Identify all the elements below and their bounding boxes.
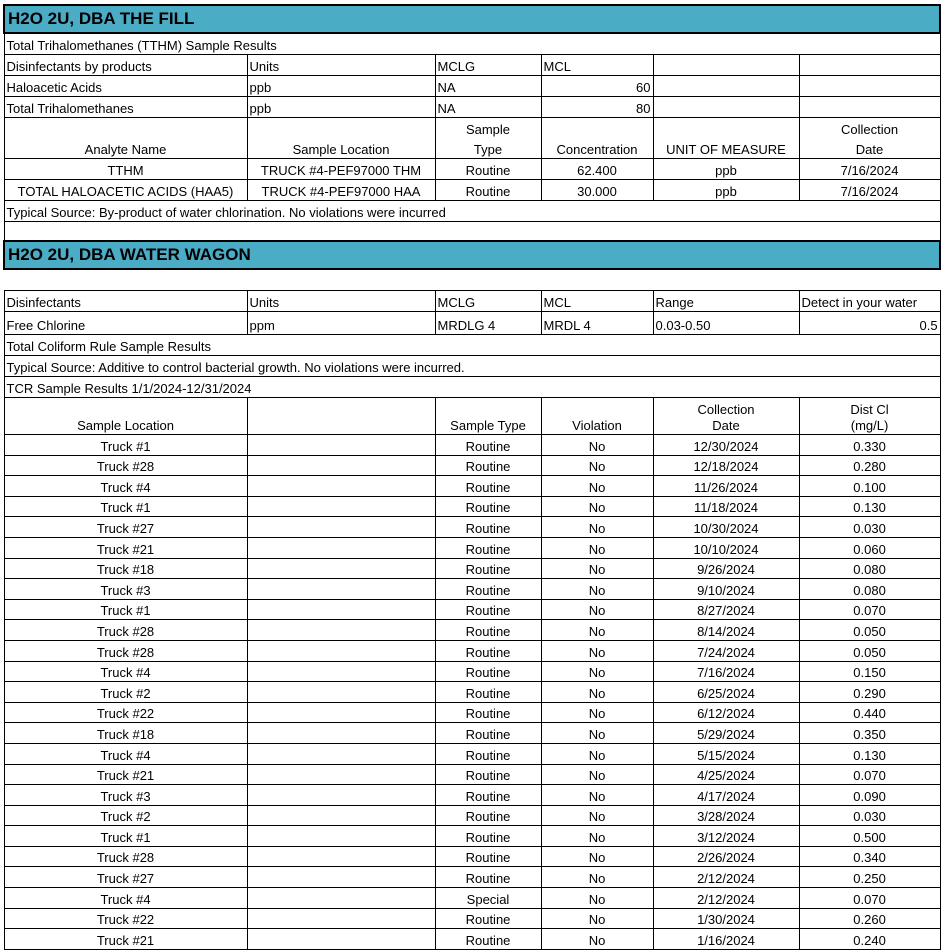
tcr-location-cell: Truck #4 bbox=[4, 888, 247, 909]
tcr-location-cell: Truck #1 bbox=[4, 599, 247, 620]
report-sheet bbox=[3, 4, 939, 950]
tcr-violation-cell: No bbox=[541, 826, 653, 847]
fill-subtitle: Total Trihalomethanes (TTHM) Sample Results bbox=[4, 33, 940, 55]
tcr-location-cell: Truck #27 bbox=[4, 517, 247, 538]
tcr-location-cell: Truck #22 bbox=[4, 702, 247, 723]
tcr-violation-cell: No bbox=[541, 517, 653, 538]
tcr-header-date: Collection Date bbox=[653, 398, 799, 435]
fill-source-note: Typical Source: By-product of water chlorination. No violations were incurred bbox=[4, 201, 940, 222]
tcr-date-cell: 5/15/2024 bbox=[653, 743, 799, 764]
tcr-row bbox=[4, 435, 940, 456]
tcr-date-cell: 3/12/2024 bbox=[653, 826, 799, 847]
tcr-location-cell: Truck #21 bbox=[4, 537, 247, 558]
analyte-header-cell: Type bbox=[435, 138, 541, 159]
tcr-dist-cl-cell: 0.240 bbox=[799, 929, 940, 950]
tcr-type-cell: Routine bbox=[435, 476, 541, 497]
tcr-violation-cell: No bbox=[541, 723, 653, 744]
tcr-row bbox=[4, 537, 940, 558]
analyte-header-cell: UNIT OF MEASURE bbox=[653, 138, 799, 159]
tcr-location-cell: Truck #2 bbox=[4, 805, 247, 826]
tcr-type-cell: Special bbox=[435, 888, 541, 909]
tcr-dist-cl-cell: 0.050 bbox=[799, 620, 940, 641]
tcr-date-cell: 11/18/2024 bbox=[653, 496, 799, 517]
tcr-location-cell: Truck #27 bbox=[4, 867, 247, 888]
disinfect-cell: 0.5 bbox=[799, 312, 940, 335]
tcr-type-cell: Routine bbox=[435, 743, 541, 764]
dbp-header-cell: MCLG bbox=[435, 55, 541, 76]
tcr-row bbox=[4, 476, 940, 497]
tcr-violation-cell: No bbox=[541, 661, 653, 682]
analyte-header-cell: Sample Location bbox=[247, 138, 435, 159]
tcr-location-cell: Truck #18 bbox=[4, 558, 247, 579]
tcr-location-cell: Truck #18 bbox=[4, 723, 247, 744]
tcr-dist-cl-cell: 0.130 bbox=[799, 496, 940, 517]
tcr-row bbox=[4, 723, 940, 744]
tcr-location-cell: Truck #21 bbox=[4, 929, 247, 950]
analyte-cell: Routine bbox=[435, 159, 541, 180]
tcr-dist-cl-cell: 0.070 bbox=[799, 764, 940, 785]
tcr-date-cell: 2/12/2024 bbox=[653, 867, 799, 888]
analyte-header-cell: Collection bbox=[799, 118, 940, 139]
tcr-date-cell: 8/14/2024 bbox=[653, 620, 799, 641]
tcr-dist-cl-cell: 0.150 bbox=[799, 661, 940, 682]
disinfect-header-cell: MCL bbox=[541, 291, 653, 312]
tcr-violation-cell: No bbox=[541, 455, 653, 476]
tcr-violation-cell: No bbox=[541, 558, 653, 579]
tcr-row bbox=[4, 826, 940, 847]
tcr-violation-cell: No bbox=[541, 908, 653, 929]
tcr-date-cell: 12/30/2024 bbox=[653, 435, 799, 456]
tcr-dist-cl-cell: 0.080 bbox=[799, 558, 940, 579]
dbp-cell: Total Trihalomethanes bbox=[4, 97, 247, 118]
analyte-cell: ppb bbox=[653, 180, 799, 201]
dbp-header-cell: MCL bbox=[541, 55, 653, 76]
tcr-dist-cl-cell: 0.280 bbox=[799, 455, 940, 476]
tcr-location-cell: Truck #4 bbox=[4, 661, 247, 682]
tcr-type-cell: Routine bbox=[435, 537, 541, 558]
dbp-cell: Haloacetic Acids bbox=[4, 76, 247, 97]
tcr-type-cell: Routine bbox=[435, 826, 541, 847]
tcr-row bbox=[4, 846, 940, 867]
tcr-violation-cell: No bbox=[541, 620, 653, 641]
analyte-cell: TOTAL HALOACETIC ACIDS (HAA5) bbox=[4, 180, 247, 201]
disinfect-header-cell: Units bbox=[247, 291, 435, 312]
tcr-location-cell: Truck #28 bbox=[4, 455, 247, 476]
tcr-location-cell: Truck #1 bbox=[4, 496, 247, 517]
dbp-header-cell: Units bbox=[247, 55, 435, 76]
analyte-cell: Routine bbox=[435, 180, 541, 201]
tcr-title: TCR Sample Results 1/1/2024-12/31/2024 bbox=[4, 377, 940, 398]
coliform-note: Typical Source: Additive to control bacterial growth. No violations were incurred. bbox=[4, 356, 940, 377]
dbp-cell: NA bbox=[435, 76, 541, 97]
disinfect-row bbox=[4, 312, 940, 335]
tcr-type-cell: Routine bbox=[435, 517, 541, 538]
water-report-table bbox=[3, 4, 941, 950]
tcr-location-cell: Truck #3 bbox=[4, 579, 247, 600]
tcr-violation-cell: No bbox=[541, 805, 653, 826]
tcr-violation-cell: No bbox=[541, 702, 653, 723]
tcr-row bbox=[4, 764, 940, 785]
tcr-row bbox=[4, 579, 940, 600]
tcr-date-cell: 12/18/2024 bbox=[653, 455, 799, 476]
analyte-cell: 7/16/2024 bbox=[799, 180, 940, 201]
tcr-type-cell: Routine bbox=[435, 702, 541, 723]
tcr-violation-cell: No bbox=[541, 640, 653, 661]
tcr-type-cell: Routine bbox=[435, 929, 541, 950]
tcr-dist-cl-cell: 0.030 bbox=[799, 805, 940, 826]
tcr-dist-cl-cell: 0.070 bbox=[799, 888, 940, 909]
tcr-row bbox=[4, 908, 940, 929]
tcr-date-cell: 2/26/2024 bbox=[653, 846, 799, 867]
coliform-title: Total Coliform Rule Sample Results bbox=[4, 335, 940, 356]
analyte-row bbox=[4, 180, 940, 201]
analyte-header-row bbox=[4, 138, 940, 159]
analyte-header-cell: Date bbox=[799, 138, 940, 159]
dbp-cell: NA bbox=[435, 97, 541, 118]
analyte-cell: 7/16/2024 bbox=[799, 159, 940, 180]
tcr-dist-cl-cell: 0.330 bbox=[799, 435, 940, 456]
tcr-header-location: Sample Location bbox=[4, 398, 247, 435]
tcr-violation-cell: No bbox=[541, 537, 653, 558]
analyte-cell: TRUCK #4-PEF97000 THM bbox=[247, 159, 435, 180]
tcr-violation-cell: No bbox=[541, 764, 653, 785]
tcr-date-cell: 1/30/2024 bbox=[653, 908, 799, 929]
tcr-header-row bbox=[4, 398, 940, 435]
tcr-violation-cell: No bbox=[541, 435, 653, 456]
tcr-row bbox=[4, 661, 940, 682]
tcr-location-cell: Truck #4 bbox=[4, 743, 247, 764]
tcr-dist-cl-cell: 0.350 bbox=[799, 723, 940, 744]
tcr-row bbox=[4, 640, 940, 661]
analyte-cell: 62.400 bbox=[541, 159, 653, 180]
tcr-date-cell: 4/17/2024 bbox=[653, 785, 799, 806]
dbp-cell: ppb bbox=[247, 76, 435, 97]
tcr-violation-cell: No bbox=[541, 579, 653, 600]
analyte-header-top-row bbox=[4, 118, 940, 139]
tcr-location-cell: Truck #1 bbox=[4, 435, 247, 456]
tcr-dist-cl-cell: 0.440 bbox=[799, 702, 940, 723]
tcr-dist-cl-cell: 0.100 bbox=[799, 476, 940, 497]
tcr-row bbox=[4, 785, 940, 806]
tcr-violation-cell: No bbox=[541, 476, 653, 497]
dbp-cell: ppb bbox=[247, 97, 435, 118]
tcr-violation-cell: No bbox=[541, 785, 653, 806]
disinfect-header-cell: Detect in your water bbox=[799, 291, 940, 312]
tcr-date-cell: 11/26/2024 bbox=[653, 476, 799, 497]
disinfect-cell: 0.03-0.50 bbox=[653, 312, 799, 335]
analyte-header-cell: Concentration bbox=[541, 138, 653, 159]
tcr-location-cell: Truck #4 bbox=[4, 476, 247, 497]
tcr-location-cell: Truck #28 bbox=[4, 640, 247, 661]
tcr-type-cell: Routine bbox=[435, 455, 541, 476]
tcr-violation-cell: No bbox=[541, 888, 653, 909]
tcr-dist-cl-cell: 0.290 bbox=[799, 682, 940, 703]
tcr-date-cell: 8/27/2024 bbox=[653, 599, 799, 620]
tcr-dist-cl-cell: 0.050 bbox=[799, 640, 940, 661]
tcr-location-cell: Truck #1 bbox=[4, 826, 247, 847]
disinfect-header-row bbox=[4, 291, 940, 312]
tcr-row bbox=[4, 702, 940, 723]
tcr-location-cell: Truck #21 bbox=[4, 764, 247, 785]
tcr-row bbox=[4, 496, 940, 517]
tcr-type-cell: Routine bbox=[435, 867, 541, 888]
disinfect-cell: MRDL 4 bbox=[541, 312, 653, 335]
tcr-row bbox=[4, 805, 940, 826]
fill-title: H2O 2U, DBA THE FILL bbox=[4, 5, 940, 33]
disinfect-cell: ppm bbox=[247, 312, 435, 335]
analyte-cell: TRUCK #4-PEF97000 HAA bbox=[247, 180, 435, 201]
tcr-dist-cl-cell: 0.250 bbox=[799, 867, 940, 888]
tcr-violation-cell: No bbox=[541, 867, 653, 888]
dbp-header-row bbox=[4, 55, 940, 76]
tcr-location-cell: Truck #3 bbox=[4, 785, 247, 806]
analyte-cell: 30.000 bbox=[541, 180, 653, 201]
tcr-row bbox=[4, 867, 940, 888]
disinfect-header-cell: Disinfectants bbox=[4, 291, 247, 312]
tcr-violation-cell: No bbox=[541, 599, 653, 620]
dbp-row bbox=[4, 76, 940, 97]
tcr-type-cell: Routine bbox=[435, 558, 541, 579]
dbp-cell: 60 bbox=[541, 76, 653, 97]
tcr-date-cell: 10/30/2024 bbox=[653, 517, 799, 538]
tcr-dist-cl-cell: 0.090 bbox=[799, 785, 940, 806]
tcr-dist-cl-cell: 0.260 bbox=[799, 908, 940, 929]
tcr-dist-cl-cell: 0.500 bbox=[799, 826, 940, 847]
tcr-date-cell: 7/16/2024 bbox=[653, 661, 799, 682]
tcr-type-cell: Routine bbox=[435, 846, 541, 867]
tcr-violation-cell: No bbox=[541, 682, 653, 703]
tcr-date-cell: 9/10/2024 bbox=[653, 579, 799, 600]
tcr-location-cell: Truck #28 bbox=[4, 620, 247, 641]
tcr-violation-cell: No bbox=[541, 929, 653, 950]
tcr-row bbox=[4, 517, 940, 538]
tcr-type-cell: Routine bbox=[435, 599, 541, 620]
tcr-date-cell: 9/26/2024 bbox=[653, 558, 799, 579]
tcr-location-cell: Truck #28 bbox=[4, 846, 247, 867]
tcr-row bbox=[4, 743, 940, 764]
tcr-dist-cl-cell: 0.080 bbox=[799, 579, 940, 600]
tcr-date-cell: 1/16/2024 bbox=[653, 929, 799, 950]
tcr-type-cell: Routine bbox=[435, 579, 541, 600]
tcr-type-cell: Routine bbox=[435, 764, 541, 785]
disinfect-header-cell: MCLG bbox=[435, 291, 541, 312]
tcr-dist-cl-cell: 0.060 bbox=[799, 537, 940, 558]
tcr-date-cell: 6/12/2024 bbox=[653, 702, 799, 723]
tcr-type-cell: Routine bbox=[435, 661, 541, 682]
analyte-header-cell: Analyte Name bbox=[4, 138, 247, 159]
tcr-row bbox=[4, 599, 940, 620]
tcr-header-violation: Violation bbox=[541, 398, 653, 435]
tcr-location-cell: Truck #2 bbox=[4, 682, 247, 703]
tcr-violation-cell: No bbox=[541, 496, 653, 517]
tcr-type-cell: Routine bbox=[435, 805, 541, 826]
dbp-row bbox=[4, 97, 940, 118]
tcr-row bbox=[4, 682, 940, 703]
tcr-date-cell: 3/28/2024 bbox=[653, 805, 799, 826]
tcr-type-cell: Routine bbox=[435, 620, 541, 641]
tcr-row bbox=[4, 929, 940, 950]
tcr-violation-cell: No bbox=[541, 743, 653, 764]
tcr-dist-cl-cell: 0.070 bbox=[799, 599, 940, 620]
tcr-row bbox=[4, 558, 940, 579]
analyte-header-cell: Sample bbox=[435, 118, 541, 139]
tcr-header-dist-cl: Dist Cl (mg/L) bbox=[799, 398, 940, 435]
tcr-location-cell: Truck #22 bbox=[4, 908, 247, 929]
tcr-dist-cl-cell: 0.030 bbox=[799, 517, 940, 538]
tcr-type-cell: Routine bbox=[435, 640, 541, 661]
disinfect-cell: MRDLG 4 bbox=[435, 312, 541, 335]
dbp-cell: 80 bbox=[541, 97, 653, 118]
disinfect-cell: Free Chlorine bbox=[4, 312, 247, 335]
tcr-type-cell: Routine bbox=[435, 682, 541, 703]
tcr-row bbox=[4, 620, 940, 641]
tcr-type-cell: Routine bbox=[435, 723, 541, 744]
analyte-row bbox=[4, 159, 940, 180]
tcr-dist-cl-cell: 0.130 bbox=[799, 743, 940, 764]
tcr-date-cell: 5/29/2024 bbox=[653, 723, 799, 744]
tcr-date-cell: 7/24/2024 bbox=[653, 640, 799, 661]
analyte-cell: ppb bbox=[653, 159, 799, 180]
wagon-title: H2O 2U, DBA WATER WAGON bbox=[4, 241, 940, 269]
tcr-row bbox=[4, 455, 940, 476]
disinfect-header-cell: Range bbox=[653, 291, 799, 312]
tcr-date-cell: 2/12/2024 bbox=[653, 888, 799, 909]
tcr-type-cell: Routine bbox=[435, 785, 541, 806]
tcr-violation-cell: No bbox=[541, 846, 653, 867]
tcr-date-cell: 4/25/2024 bbox=[653, 764, 799, 785]
tcr-type-cell: Routine bbox=[435, 496, 541, 517]
tcr-dist-cl-cell: 0.340 bbox=[799, 846, 940, 867]
analyte-cell: TTHM bbox=[4, 159, 247, 180]
tcr-date-cell: 6/25/2024 bbox=[653, 682, 799, 703]
tcr-row bbox=[4, 888, 940, 909]
tcr-date-cell: 10/10/2024 bbox=[653, 537, 799, 558]
tcr-header-type: Sample Type bbox=[435, 398, 541, 435]
tcr-type-cell: Routine bbox=[435, 435, 541, 456]
dbp-header-cell: Disinfectants by products bbox=[4, 55, 247, 76]
tcr-type-cell: Routine bbox=[435, 908, 541, 929]
